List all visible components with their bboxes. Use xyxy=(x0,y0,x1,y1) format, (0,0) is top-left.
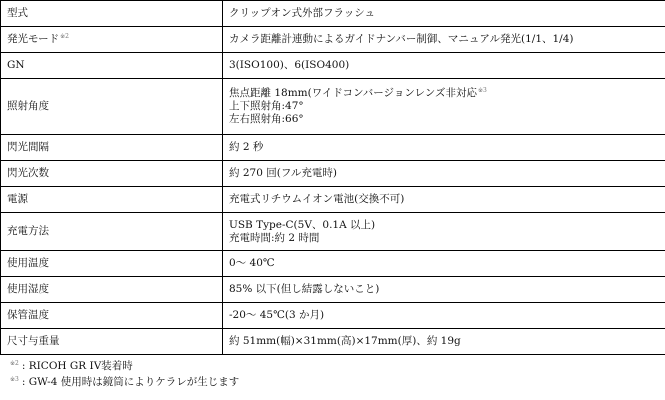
row-value-text: 85% 以下(但し結露しないこと) xyxy=(229,283,380,295)
row-value-line xyxy=(229,87,659,100)
row-label xyxy=(1,79,223,135)
row-label xyxy=(1,1,223,27)
row-label-text: 閃光間隔 xyxy=(7,141,49,153)
row-label-text: 保管温度 xyxy=(7,309,49,321)
row-label xyxy=(1,277,223,303)
row-value xyxy=(223,135,665,161)
table-row xyxy=(1,277,665,303)
footnotes xyxy=(10,358,239,390)
footnote-marker: ※2 xyxy=(60,32,69,40)
row-label-text: 充電方法 xyxy=(7,225,49,237)
footnote xyxy=(10,358,239,374)
row-label xyxy=(1,53,223,79)
row-value-line: 充電時間:約 2 時間 xyxy=(229,231,320,244)
row-label-text: 閃光次数 xyxy=(7,167,49,179)
row-label-text: 発光モード xyxy=(7,33,60,45)
row-label xyxy=(1,329,223,355)
footnote xyxy=(10,374,239,390)
row-value-text: 約 2 秒 xyxy=(229,141,264,153)
row-label xyxy=(1,303,223,329)
row-label-text: 使用温度 xyxy=(7,257,49,269)
row-value-line: 左右照射角:66° xyxy=(229,113,304,125)
row-value xyxy=(223,27,665,53)
row-value-text: クリップオン式外部フラッシュ xyxy=(229,7,376,19)
row-value-text: 充電式リチウムイオン電池(交換不可) xyxy=(229,193,405,205)
footnote-marker: ※3 xyxy=(10,375,19,383)
row-value-text: カメラ距離計連動によるガイドナンバー制御、マニュアル発光(1/1、1/4) xyxy=(229,33,574,45)
row-label-text: 電源 xyxy=(7,193,28,205)
row-label xyxy=(1,213,223,251)
table-row xyxy=(1,1,665,27)
row-label-text: 照射角度 xyxy=(7,100,49,112)
row-value-text: 0～ 40℃ xyxy=(229,257,275,269)
row-value xyxy=(223,329,665,355)
table-row xyxy=(1,27,665,53)
row-value-text: 焦点距離 18mm(ワイドコンバージョンレンズ非対応 xyxy=(229,87,477,99)
row-value xyxy=(223,53,665,79)
row-value xyxy=(223,251,665,277)
table-row xyxy=(1,329,665,355)
row-value xyxy=(223,79,665,135)
row-value-text: 約 51mm(幅)×31mm(高)×17mm(厚)、約 19g xyxy=(229,335,461,347)
row-value xyxy=(223,1,665,27)
row-value-line: USB Type-C(5V、0.1A 以上) xyxy=(229,218,376,231)
row-label xyxy=(1,135,223,161)
row-value-line: 上下照射角:47° xyxy=(229,100,304,112)
spec-table-body xyxy=(1,1,665,355)
row-label-text: 尺寸与重量 xyxy=(7,335,60,347)
row-value xyxy=(223,161,665,187)
row-value xyxy=(223,277,665,303)
row-label-text: 使用湿度 xyxy=(7,283,49,295)
row-label xyxy=(1,161,223,187)
row-value xyxy=(223,303,665,329)
table-row xyxy=(1,79,665,135)
row-label xyxy=(1,251,223,277)
table-row xyxy=(1,213,665,251)
row-label-text: 型式 xyxy=(7,7,28,19)
table-row xyxy=(1,53,665,79)
row-value-text: 約 270 回(フル充電時) xyxy=(229,167,337,179)
footnote-marker: ※3 xyxy=(477,86,487,94)
row-value xyxy=(223,213,665,251)
footnote-marker: ※2 xyxy=(10,359,19,367)
footnote-text: : GW-4 使用時は鏡筒によりケラレが生じます xyxy=(21,376,240,388)
table-row xyxy=(1,303,665,329)
row-label-text: GN xyxy=(7,59,25,71)
row-value xyxy=(223,187,665,213)
row-value-text: 3(ISO100)、6(ISO400) xyxy=(229,59,350,71)
table-row xyxy=(1,251,665,277)
row-label xyxy=(1,27,223,53)
table-row xyxy=(1,187,665,213)
row-value-text: -20～ 45℃(3 か月) xyxy=(229,309,325,321)
table-row xyxy=(1,135,665,161)
table-row xyxy=(1,161,665,187)
row-label xyxy=(1,187,223,213)
footnote-text: : RICOH GR IV装着時 xyxy=(21,360,133,372)
